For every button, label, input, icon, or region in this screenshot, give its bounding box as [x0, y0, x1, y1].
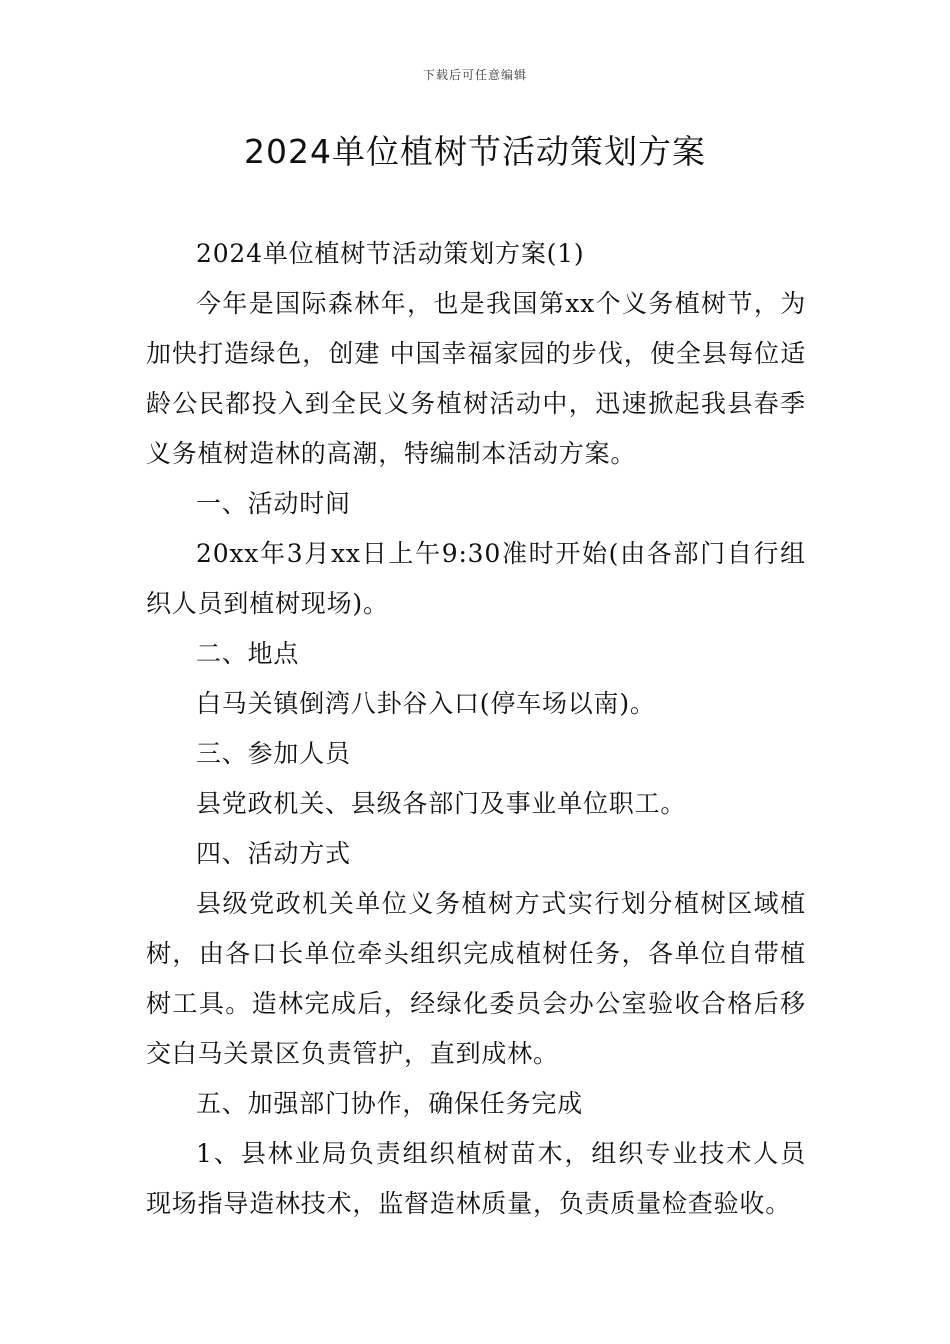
- paragraph-method: 县级党政机关单位义务植树方式实行划分植树区域植树，由各口长单位牵头组织完成植树任务，各单位自带植树工具。造林完成后，经绿化委员会办公室验收合格后移交白马关景区负责管护，直到成林。: [146, 889, 806, 1068]
- section-heading-participants: 三、参加人员: [196, 739, 351, 768]
- paragraph-time: 20xx年3月xx日上午9:30准时开始(由各部门自行组织人员到植树现场)。: [146, 539, 806, 618]
- section-heading-method: 四、活动方式: [196, 839, 351, 868]
- paragraph-intro: 今年是国际森林年，也是我国第xx个义务植树节，为加快打造绿色，创建 中国幸福家园的步伐，使全县每位适龄公民都投入到全民义务植树活动中，迅速掀起我县春季义务植树造林的高潮，特编制本活动方案。: [146, 289, 806, 468]
- document-title: 2024单位植树节活动策划方案: [244, 132, 706, 171]
- section-heading-time: 一、活动时间: [196, 489, 351, 518]
- section-heading-location: 二、地点: [196, 639, 300, 668]
- paragraph-subtitle: 2024单位植树节活动策划方案(1): [196, 239, 585, 268]
- section-heading-coordination: 五、加强部门协作，确保任务完成: [196, 1089, 584, 1118]
- paragraph-forestry-bureau: 1、县林业局负责组织植树苗木，组织专业技术人员现场指导造林技术，监督造林质量，负责质量检查验收。: [146, 1139, 806, 1218]
- paragraph-location: 白马关镇倒湾八卦谷入口(停车场以南)。: [196, 689, 656, 718]
- paragraph-participants: 县党政机关、县级各部门及事业单位职工。: [196, 789, 687, 818]
- header-note: 下载后可任意编辑: [422, 68, 527, 82]
- document-body: [146, 229, 806, 1229]
